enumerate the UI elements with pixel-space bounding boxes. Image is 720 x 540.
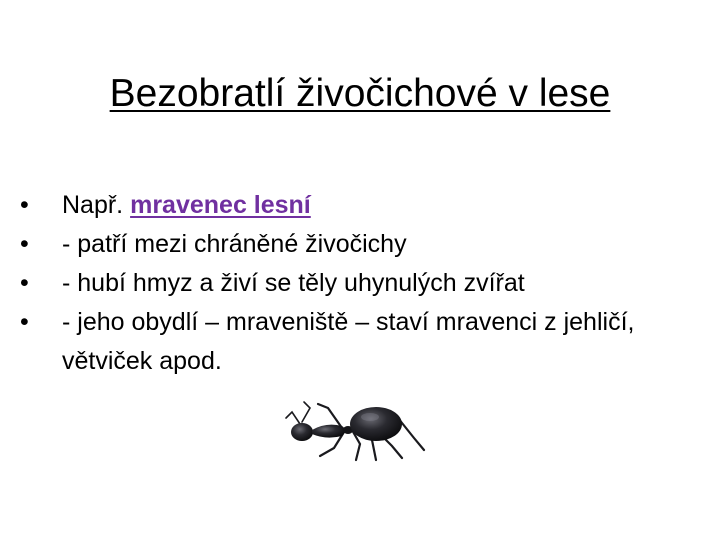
list-item (20, 264, 660, 303)
bullet-text: - jeho obydlí – mraveniště – staví mravenci z jehličí, větviček apod. (62, 308, 635, 375)
species-link[interactable]: mravenec lesní (130, 191, 311, 219)
slide-title-text: Bezobratlí živočichové v lese (109, 72, 611, 116)
bullet-marker: • (20, 269, 29, 297)
slide-title (0, 70, 720, 118)
bullet-marker: • (20, 308, 29, 336)
bullet-prefix: Např. (62, 191, 131, 219)
bullet-text: - hubí hmyz a živí se těly uhynulých zvířat (62, 269, 525, 297)
bullet-text: - patří mezi chráněné živočichy (62, 230, 407, 258)
list-item (20, 225, 660, 264)
bullet-marker: • (20, 191, 29, 219)
bullet-marker: • (20, 230, 29, 258)
list-item (20, 303, 660, 381)
bullet-list (20, 186, 660, 381)
list-item (20, 186, 660, 225)
ant-icon (280, 398, 430, 468)
